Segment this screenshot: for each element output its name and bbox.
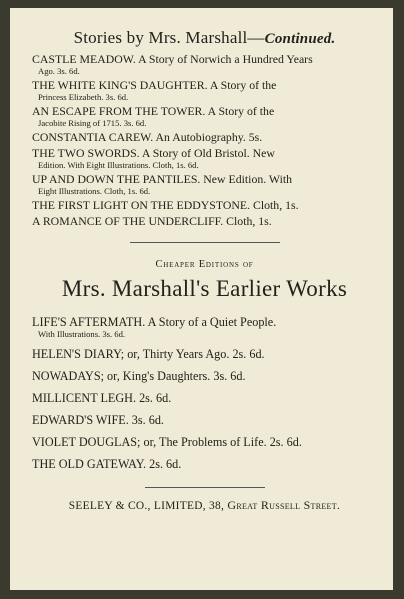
entry-title: CASTLE MEADOW. A Story of Norwich a Hundred Years	[32, 52, 313, 66]
list-item	[32, 316, 377, 339]
list-item	[32, 348, 377, 361]
entry-detail: Jacobite Rising of 1715. 3s. 6d.	[38, 118, 147, 128]
entry-detail: Eight Illustrations. Cloth, 1s. 6d.	[38, 186, 151, 196]
publisher-imprint	[32, 498, 377, 513]
entry-detail: Edition. With Eight Illustrations. Cloth, 1s. 6d.	[38, 160, 199, 170]
book-page	[10, 8, 393, 590]
list-item	[32, 370, 377, 383]
section-divider	[130, 242, 280, 243]
cheaper-editions-subheading: Cheaper Editions of	[155, 259, 254, 270]
entry-title: HELEN'S DIARY; or, Thirty Years Ago. 2s. 6d.	[32, 347, 265, 361]
list-item	[32, 147, 377, 170]
publisher-address: Great Russell Street.	[227, 498, 341, 512]
entry-title: MILLICENT LEGH. 2s. 6d.	[32, 391, 172, 405]
stories-heading-continued: Continued.	[264, 31, 336, 47]
stories-list	[32, 53, 377, 228]
publisher-name: SEELEY & CO., LIMITED, 38,	[68, 500, 225, 512]
list-item	[32, 436, 377, 449]
list-item	[32, 53, 377, 76]
entry-title: THE OLD GATEWAY. 2s. 6d.	[32, 457, 182, 471]
list-item	[32, 199, 377, 212]
earlier-works-heading: Mrs. Marshall's Earlier Works	[61, 276, 348, 301]
stories-heading-title: Stories by Mrs. Marshall—	[73, 28, 265, 47]
entry-title: AN ESCAPE FROM THE TOWER. A Story of the	[32, 104, 275, 118]
list-item	[32, 392, 377, 405]
entry-title: LIFE'S AFTERMATH. A Story of a Quiet People.	[32, 315, 277, 329]
entry-title: EDWARD'S WIFE. 3s. 6d.	[32, 413, 164, 427]
list-item	[32, 215, 377, 228]
entry-title: CONSTANTIA CAREW. An Autobiography. 5s.	[32, 130, 263, 144]
list-item	[32, 79, 377, 102]
entry-title: THE FIRST LIGHT ON THE EDDYSTONE. Cloth, 1s.	[32, 198, 299, 212]
entry-title: NOWADAYS; or, King's Daughters. 3s. 6d.	[32, 369, 246, 383]
entry-title: THE TWO SWORDS. A Story of Old Bristol. New	[32, 146, 275, 160]
list-item	[32, 458, 377, 471]
entry-title: THE WHITE KING'S DAUGHTER. A Story of the	[32, 78, 277, 92]
list-item	[32, 131, 377, 144]
entry-title: A ROMANCE OF THE UNDERCLIFF. Cloth, 1s.	[32, 214, 272, 228]
entry-title: VIOLET DOUGLAS; or, The Problems of Life. 2s. 6d.	[32, 435, 302, 449]
stories-heading	[32, 28, 377, 48]
entry-detail: Princess Elizabeth. 3s. 6d.	[38, 92, 129, 102]
list-item	[32, 105, 377, 128]
earlier-works-list	[32, 316, 377, 471]
entry-title: UP AND DOWN THE PANTILES. New Edition. With	[32, 172, 293, 186]
publisher-divider	[145, 487, 265, 488]
entry-detail: With Illustrations. 3s. 6d.	[38, 329, 126, 339]
entry-detail: Ago. 3s. 6d.	[38, 66, 80, 76]
list-item	[32, 173, 377, 196]
list-item	[32, 414, 377, 427]
